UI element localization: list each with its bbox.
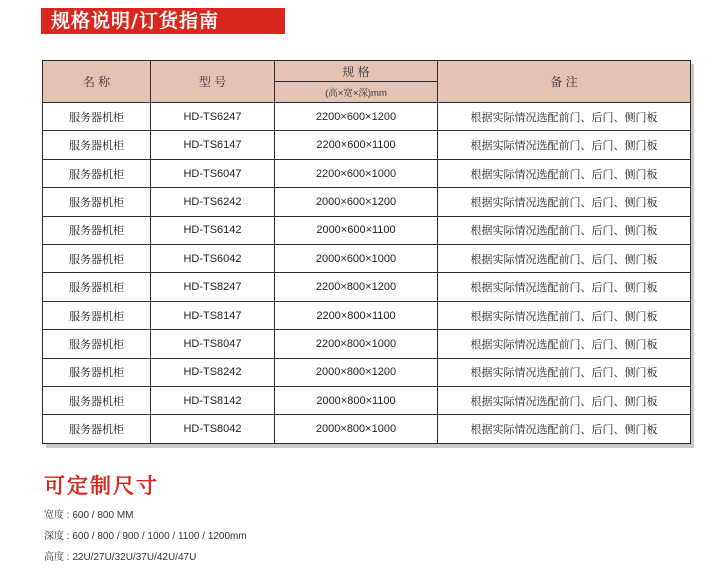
- cell-remark: 根据实际情况选配前门、后门、侧门板: [438, 273, 691, 301]
- cell-name: 服务器机柜: [43, 358, 151, 386]
- cell-remark: 根据实际情况选配前门、后门、侧门板: [438, 188, 691, 216]
- section-title: 规格说明/订货指南: [41, 8, 285, 34]
- cell-name: 服务器机柜: [43, 330, 151, 358]
- table-row: [43, 301, 691, 329]
- cell-spec: 2200×800×1200: [275, 273, 438, 301]
- cell-spec: 2000×800×1100: [275, 387, 438, 415]
- cell-spec: 2200×800×1100: [275, 301, 438, 329]
- cell-name: 服务器机柜: [43, 216, 151, 244]
- cell-spec: 2000×600×1000: [275, 245, 438, 273]
- cell-name: 服务器机柜: [43, 245, 151, 273]
- cell-spec: 2200×600×1000: [275, 159, 438, 187]
- cell-name: 服务器机柜: [43, 131, 151, 159]
- header-spec: 规 格: [275, 61, 438, 82]
- cell-name: 服务器机柜: [43, 273, 151, 301]
- cell-model: HD-TS6047: [151, 159, 275, 187]
- table-row: [43, 188, 691, 216]
- custom-height-line: 高度 : 22U/27U/32U/37U/42U/47U: [44, 552, 197, 563]
- cell-remark: 根据实际情况选配前门、后门、侧门板: [438, 387, 691, 415]
- cell-remark: 根据实际情况选配前门、后门、侧门板: [438, 103, 691, 131]
- table-row: [43, 103, 691, 131]
- cell-spec: 2200×800×1000: [275, 330, 438, 358]
- cell-model: HD-TS8047: [151, 330, 275, 358]
- cell-remark: 根据实际情况选配前门、后门、侧门板: [438, 131, 691, 159]
- table-row: [43, 159, 691, 187]
- cell-model: HD-TS8247: [151, 273, 275, 301]
- header-name: 名 称: [43, 61, 151, 103]
- cell-remark: 根据实际情况选配前门、后门、侧门板: [438, 358, 691, 386]
- cell-name: 服务器机柜: [43, 103, 151, 131]
- cell-spec: 2200×600×1200: [275, 103, 438, 131]
- header-remark: 备 注: [438, 61, 691, 103]
- cell-model: HD-TS6147: [151, 131, 275, 159]
- cell-model: HD-TS6142: [151, 216, 275, 244]
- header-model: 型 号: [151, 61, 275, 103]
- cell-remark: 根据实际情况选配前门、后门、侧门板: [438, 415, 691, 444]
- custom-size-heading: 可定制尺寸: [44, 474, 159, 498]
- table-row: [43, 245, 691, 273]
- cell-name: 服务器机柜: [43, 301, 151, 329]
- custom-width-line: 宽度 : 600 / 800 MM: [44, 510, 134, 521]
- table-row: [43, 131, 691, 159]
- table-row: [43, 358, 691, 386]
- cell-remark: 根据实际情况选配前门、后门、侧门板: [438, 330, 691, 358]
- cell-remark: 根据实际情况选配前门、后门、侧门板: [438, 245, 691, 273]
- cell-name: 服务器机柜: [43, 415, 151, 444]
- cell-model: HD-TS6042: [151, 245, 275, 273]
- cell-remark: 根据实际情况选配前门、后门、侧门板: [438, 301, 691, 329]
- table-row: [43, 330, 691, 358]
- cell-spec: 2000×800×1000: [275, 415, 438, 444]
- cell-name: 服务器机柜: [43, 387, 151, 415]
- cell-model: HD-TS8142: [151, 387, 275, 415]
- table-row: [43, 273, 691, 301]
- cell-spec: 2000×600×1200: [275, 188, 438, 216]
- cell-model: HD-TS6242: [151, 188, 275, 216]
- cell-model: HD-TS8147: [151, 301, 275, 329]
- cell-spec: 2200×600×1100: [275, 131, 438, 159]
- cell-model: HD-TS6247: [151, 103, 275, 131]
- table-row: [43, 415, 691, 444]
- table-row: [43, 216, 691, 244]
- cell-name: 服务器机柜: [43, 188, 151, 216]
- spec-table: [42, 60, 691, 444]
- header-spec-unit: (高×宽×深)mm: [275, 82, 438, 103]
- table-row: [43, 387, 691, 415]
- custom-depth-line: 深度 : 600 / 800 / 900 / 1000 / 1100 / 1200mm: [44, 531, 247, 542]
- cell-name: 服务器机柜: [43, 159, 151, 187]
- cell-spec: 2000×600×1100: [275, 216, 438, 244]
- cell-model: HD-TS8242: [151, 358, 275, 386]
- cell-remark: 根据实际情况选配前门、后门、侧门板: [438, 159, 691, 187]
- spec-table-body: [43, 103, 691, 444]
- spec-table-header: [43, 61, 691, 103]
- cell-remark: 根据实际情况选配前门、后门、侧门板: [438, 216, 691, 244]
- cell-model: HD-TS8042: [151, 415, 275, 444]
- cell-spec: 2000×800×1200: [275, 358, 438, 386]
